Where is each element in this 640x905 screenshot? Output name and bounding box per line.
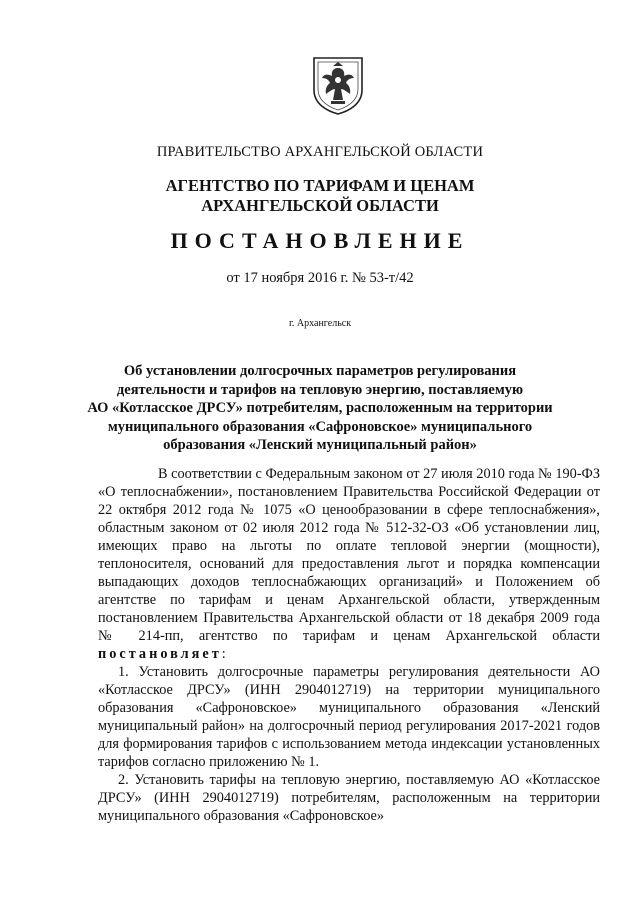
agency-name-line2: АРХАНГЕЛЬСКОЙ ОБЛАСТИ — [201, 196, 439, 215]
decree-word: постановляет — [98, 646, 222, 662]
intro-text: В соответствии с Федеральным законом от 27 июля 2010 года № 190-ФЗ «О теплоснабжении», постановлением Правительства Российской Федерации от 22 октября 2012 года № 1075 «О ценообразовании в сфере теплоснабжения», областным законом от 02 июля 2012 года № 512-32-ОЗ «Об установлении лиц, имеющих право на льготы по оплате тепловой энергии (мощности), теплоносителя, оснований для предоставления льгот и порядка компенсации выпадающих доходов теплоснабжающих организаций» и Положением об агентстве по тарифам и ценам Архангельской области, утвержденным постановлением Правительства Архангельской области от 18 декабря 2009 года № 214-пп, агентство по тарифам и ценам Архангельской области — [98, 466, 600, 644]
item-2-paragraph: 2. Установить тарифы на тепловую энергию, поставляемую АО «Котласское ДРСУ» (ИНН 2904012719) потребителям, расположенным на территории муниципального образования «Сафроновское» — [98, 772, 600, 824]
agency-name-line1: АГЕНТСТВО ПО ТАРИФАМ И ЦЕНАМ — [165, 176, 475, 195]
coat-of-arms-icon — [311, 54, 365, 116]
title-line: АО «Котласское ДРСУ» потребителям, расположенным на территории — [87, 400, 553, 416]
title-line: образования «Ленский муниципальный район» — [163, 437, 477, 453]
item-1-paragraph: 1. Установить долгосрочные параметры регулирования деятельности АО «Котласское ДРСУ» (ИНН 2904012719) на территории муниципального образования «Сафроновское» муниципального образования «Ленский муниципальный район» на долгосрочный период регулирования 2017-2021 годов для формирования тарифов с использованием метода индексации установленных тарифов согласно приложению № 1. — [98, 664, 600, 770]
title-line: муниципального образования «Сафроновское» муниципального — [107, 418, 533, 435]
title-line: деятельности и тарифов на тепловую энергию, поставляемую — [116, 381, 524, 398]
document-body — [98, 465, 600, 825]
document-title — [0, 362, 640, 455]
government-name: ПРАВИТЕЛЬСТВО АРХАНГЕЛЬСКОЙ ОБЛАСТИ — [156, 144, 484, 160]
intro-paragraph — [98, 465, 600, 663]
document-type: ПОСТАНОВЛЕНИЕ — [170, 228, 470, 253]
document-city: г. Архангельск — [288, 318, 352, 329]
decree-colon: : — [221, 646, 226, 662]
agency-name — [0, 176, 640, 216]
title-line: Об установлении долгосрочных параметров регулирования — [123, 363, 517, 379]
document-date-number: от 17 ноября 2016 г. № 53-т/42 — [226, 270, 414, 286]
